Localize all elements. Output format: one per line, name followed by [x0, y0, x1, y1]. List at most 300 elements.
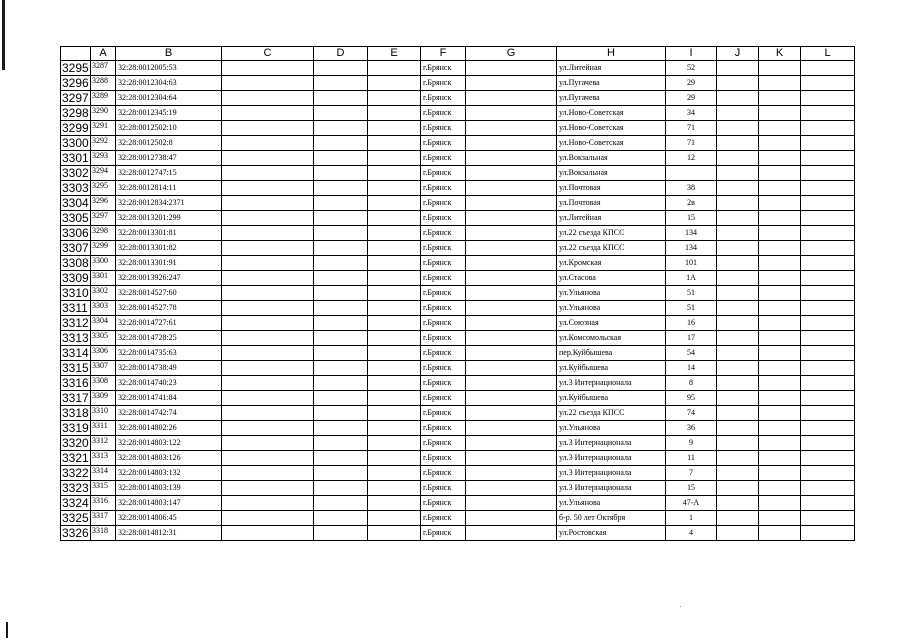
- cell-d: [314, 136, 368, 151]
- cell-g: [466, 526, 557, 541]
- cell-a: 3289: [91, 91, 116, 106]
- cell-g: [466, 361, 557, 376]
- street: ул.Стасова: [557, 271, 666, 286]
- cell-j: [717, 136, 759, 151]
- cell-d: [314, 511, 368, 526]
- cell-j: [717, 196, 759, 211]
- city: г.Брянск: [421, 391, 466, 406]
- cell-a: 3305: [91, 331, 116, 346]
- row-number: 3306: [62, 226, 89, 240]
- cell-j: [717, 256, 759, 271]
- scan-edge-mark: [2, 0, 5, 70]
- city: г.Брянск: [421, 346, 466, 361]
- city: г.Брянск: [421, 121, 466, 136]
- street: ул.Ульянова: [557, 301, 666, 316]
- cell-k: [759, 466, 801, 481]
- cell-c: [222, 211, 314, 226]
- column-header-g: G: [466, 47, 557, 61]
- cell-j: [717, 406, 759, 421]
- cell-k: [759, 511, 801, 526]
- cadastral-number: 32:28:0013301:81: [116, 226, 222, 241]
- city: г.Брянск: [421, 301, 466, 316]
- cell-j: [717, 181, 759, 196]
- cell-e: [368, 61, 421, 76]
- cell-g: [466, 496, 557, 511]
- house-number: 36: [666, 421, 717, 436]
- cell-g: [466, 166, 557, 181]
- cell-a: 3315: [91, 481, 116, 496]
- cell-k: [759, 436, 801, 451]
- table-row: [61, 331, 855, 346]
- scan-speck: [680, 606, 681, 607]
- cell-k: [759, 136, 801, 151]
- cell-a: 3313: [91, 451, 116, 466]
- city: г.Брянск: [421, 91, 466, 106]
- cell-d: [314, 241, 368, 256]
- cell-a: 3307: [91, 361, 116, 376]
- street: ул.Куйбышева: [557, 361, 666, 376]
- city: г.Брянск: [421, 136, 466, 151]
- cell-c: [222, 196, 314, 211]
- cell-k: [759, 451, 801, 466]
- cell-g: [466, 241, 557, 256]
- cell-c: [222, 151, 314, 166]
- cell-k: [759, 331, 801, 346]
- house-number: 15: [666, 211, 717, 226]
- house-number: 9: [666, 436, 717, 451]
- cell-g: [466, 91, 557, 106]
- column-header-a: A: [91, 47, 116, 61]
- cell-d: [314, 376, 368, 391]
- house-number: 1А: [666, 271, 717, 286]
- cell-k: [759, 391, 801, 406]
- row-number: 3313: [62, 331, 89, 345]
- cell-d: [314, 331, 368, 346]
- cell-l: [801, 76, 855, 91]
- cell-g: [466, 76, 557, 91]
- street: ул.Союзная: [557, 316, 666, 331]
- cell-c: [222, 496, 314, 511]
- cell-d: [314, 151, 368, 166]
- row-number: 3317: [62, 391, 89, 405]
- cell-e: [368, 376, 421, 391]
- column-header-e: E: [368, 47, 421, 61]
- cell-j: [717, 436, 759, 451]
- cell-a: 3287: [91, 61, 116, 76]
- cell-j: [717, 121, 759, 136]
- cell-c: [222, 361, 314, 376]
- scan-edge-mark-bottom: [6, 622, 8, 638]
- column-header-l: L: [801, 47, 855, 61]
- cell-g: [466, 136, 557, 151]
- cell-e: [368, 436, 421, 451]
- cell-e: [368, 91, 421, 106]
- cell-e: [368, 526, 421, 541]
- column-header-h: H: [557, 47, 666, 61]
- table-row: [61, 196, 855, 211]
- column-header-j: J: [717, 47, 759, 61]
- cell-e: [368, 421, 421, 436]
- street: ул.Ульянова: [557, 496, 666, 511]
- house-number: 17: [666, 331, 717, 346]
- column-header-d: D: [314, 47, 368, 61]
- city: г.Брянск: [421, 361, 466, 376]
- table-row: [61, 136, 855, 151]
- street: ул.Литейная: [557, 211, 666, 226]
- cell-c: [222, 466, 314, 481]
- cell-l: [801, 226, 855, 241]
- cell-d: [314, 196, 368, 211]
- cell-k: [759, 376, 801, 391]
- cell-a: 3317: [91, 511, 116, 526]
- row-number: 3295: [62, 61, 89, 75]
- row-number: 3323: [62, 481, 89, 495]
- cell-j: [717, 451, 759, 466]
- city: г.Брянск: [421, 331, 466, 346]
- row-number: 3308: [62, 256, 89, 270]
- table-row: [61, 481, 855, 496]
- cell-j: [717, 346, 759, 361]
- street: ул.Ново-Советская: [557, 136, 666, 151]
- cell-e: [368, 211, 421, 226]
- cell-c: [222, 451, 314, 466]
- cell-g: [466, 106, 557, 121]
- house-number: 52: [666, 61, 717, 76]
- street: ул.Ульянова: [557, 421, 666, 436]
- cell-j: [717, 76, 759, 91]
- cell-e: [368, 106, 421, 121]
- cell-j: [717, 301, 759, 316]
- cell-k: [759, 226, 801, 241]
- house-number: 14: [666, 361, 717, 376]
- cell-j: [717, 331, 759, 346]
- cell-c: [222, 406, 314, 421]
- table-row: [61, 256, 855, 271]
- cadastral-number: 32:28:0012502:10: [116, 121, 222, 136]
- cadastral-number: 32:28:0013301:91: [116, 256, 222, 271]
- cell-a: 3296: [91, 196, 116, 211]
- cell-a: 3299: [91, 241, 116, 256]
- house-number: 51: [666, 301, 717, 316]
- street: ул.Комсомольская: [557, 331, 666, 346]
- house-number: 15: [666, 481, 717, 496]
- cell-g: [466, 346, 557, 361]
- house-number: 74: [666, 406, 717, 421]
- row-number: 3321: [62, 451, 89, 465]
- cadastral-number: 32:28:0014735:63: [116, 346, 222, 361]
- column-header-i: I: [666, 47, 717, 61]
- cell-a: 3300: [91, 256, 116, 271]
- cell-l: [801, 481, 855, 496]
- house-number: 16: [666, 316, 717, 331]
- cell-d: [314, 106, 368, 121]
- cell-g: [466, 436, 557, 451]
- cell-g: [466, 451, 557, 466]
- column-header-b: B: [116, 47, 222, 61]
- cell-k: [759, 181, 801, 196]
- cell-k: [759, 481, 801, 496]
- cell-e: [368, 466, 421, 481]
- row-number: 3318: [62, 406, 89, 420]
- cell-a: 3309: [91, 391, 116, 406]
- city: г.Брянск: [421, 151, 466, 166]
- cell-l: [801, 301, 855, 316]
- cell-l: [801, 91, 855, 106]
- table-row: [61, 421, 855, 436]
- cell-c: [222, 316, 314, 331]
- cell-d: [314, 391, 368, 406]
- cell-d: [314, 301, 368, 316]
- column-header-c: C: [222, 47, 314, 61]
- cell-l: [801, 256, 855, 271]
- cell-k: [759, 346, 801, 361]
- cell-j: [717, 316, 759, 331]
- city: г.Брянск: [421, 421, 466, 436]
- column-header-k: K: [759, 47, 801, 61]
- cell-e: [368, 181, 421, 196]
- street: ул.Литейная: [557, 61, 666, 76]
- cell-e: [368, 481, 421, 496]
- row-number: 3296: [62, 76, 89, 90]
- cell-g: [466, 151, 557, 166]
- cell-c: [222, 301, 314, 316]
- table-row: [61, 451, 855, 466]
- table-row: [61, 361, 855, 376]
- cell-d: [314, 181, 368, 196]
- cell-a: 3314: [91, 466, 116, 481]
- house-number: 7: [666, 466, 717, 481]
- cell-k: [759, 526, 801, 541]
- cell-e: [368, 241, 421, 256]
- city: г.Брянск: [421, 211, 466, 226]
- cell-j: [717, 361, 759, 376]
- house-number: 71: [666, 136, 717, 151]
- cell-a: 3288: [91, 76, 116, 91]
- table-row: [61, 106, 855, 121]
- cell-j: [717, 106, 759, 121]
- cell-d: [314, 451, 368, 466]
- cell-l: [801, 181, 855, 196]
- cell-l: [801, 316, 855, 331]
- city: г.Брянск: [421, 376, 466, 391]
- row-number: 3324: [62, 496, 89, 510]
- cell-a: 3292: [91, 136, 116, 151]
- cell-g: [466, 121, 557, 136]
- table-row: [61, 466, 855, 481]
- row-number: 3320: [62, 436, 89, 450]
- cell-l: [801, 361, 855, 376]
- house-number: 1: [666, 511, 717, 526]
- spreadsheet-table: [60, 46, 855, 541]
- table-body: [61, 61, 855, 541]
- cell-j: [717, 211, 759, 226]
- cadastral-number: 32:28:0014738:49: [116, 361, 222, 376]
- cell-e: [368, 271, 421, 286]
- cell-d: [314, 211, 368, 226]
- cell-c: [222, 421, 314, 436]
- cell-j: [717, 511, 759, 526]
- street: ул.3 Интернационала: [557, 376, 666, 391]
- house-number: 8: [666, 376, 717, 391]
- cell-a: 3318: [91, 526, 116, 541]
- row-number: 3326: [62, 526, 89, 540]
- cadastral-number: 32:28:0014728:25: [116, 331, 222, 346]
- cell-g: [466, 421, 557, 436]
- row-number: 3311: [61, 301, 91, 316]
- cell-k: [759, 91, 801, 106]
- cell-g: [466, 466, 557, 481]
- row-number: 3301: [62, 151, 89, 165]
- cell-k: [759, 316, 801, 331]
- cell-l: [801, 271, 855, 286]
- cell-c: [222, 376, 314, 391]
- city: г.Брянск: [421, 481, 466, 496]
- cadastral-number: 32:28:0014727:61: [116, 316, 222, 331]
- cadastral-number: 32:28:0014527:78: [116, 301, 222, 316]
- cell-d: [314, 61, 368, 76]
- cell-j: [717, 496, 759, 511]
- cell-c: [222, 436, 314, 451]
- column-header-row: [61, 47, 855, 61]
- cell-k: [759, 256, 801, 271]
- row-number: 3303: [62, 181, 89, 195]
- cell-g: [466, 256, 557, 271]
- cell-l: [801, 61, 855, 76]
- cell-d: [314, 121, 368, 136]
- street: ул.3 Интернационала: [557, 436, 666, 451]
- cell-j: [717, 91, 759, 106]
- table-row: [61, 511, 855, 526]
- cell-e: [368, 196, 421, 211]
- cell-g: [466, 181, 557, 196]
- cell-k: [759, 151, 801, 166]
- cadastral-number: 32:28:0014803:147: [116, 496, 222, 511]
- street: ул.22 съезда КПСС: [557, 406, 666, 421]
- street: ул.Кромская: [557, 256, 666, 271]
- cell-g: [466, 61, 557, 76]
- cell-d: [314, 256, 368, 271]
- cadastral-number: 32:28:0014806:45: [116, 511, 222, 526]
- cell-j: [717, 391, 759, 406]
- cell-k: [759, 361, 801, 376]
- street: ул.Ростовская: [557, 526, 666, 541]
- street: ул.3 Интернационала: [557, 451, 666, 466]
- cell-d: [314, 421, 368, 436]
- row-number: 3309: [62, 271, 89, 285]
- cell-c: [222, 481, 314, 496]
- cadastral-number: 32:28:0014527:60: [116, 286, 222, 301]
- cell-g: [466, 301, 557, 316]
- cell-d: [314, 526, 368, 541]
- cell-a: 3308: [91, 376, 116, 391]
- table-row: [61, 211, 855, 226]
- cell-e: [368, 301, 421, 316]
- cell-d: [314, 436, 368, 451]
- street: ул.Ново-Советская: [557, 106, 666, 121]
- cell-g: [466, 481, 557, 496]
- cell-c: [222, 61, 314, 76]
- cadastral-number: 32:28:0014740:23: [116, 376, 222, 391]
- city: г.Брянск: [421, 406, 466, 421]
- cell-e: [368, 166, 421, 181]
- cell-j: [717, 271, 759, 286]
- house-number: 38: [666, 181, 717, 196]
- cell-c: [222, 166, 314, 181]
- cell-k: [759, 421, 801, 436]
- table-row: [61, 181, 855, 196]
- city: г.Брянск: [421, 451, 466, 466]
- row-number: 3310: [62, 286, 89, 300]
- cell-g: [466, 391, 557, 406]
- cell-l: [801, 121, 855, 136]
- cell-e: [368, 451, 421, 466]
- cell-c: [222, 76, 314, 91]
- row-number: 3300: [62, 136, 89, 150]
- cell-j: [717, 481, 759, 496]
- cell-l: [801, 421, 855, 436]
- cell-a: 3304: [91, 316, 116, 331]
- row-number: 3302: [62, 166, 89, 180]
- house-number: 101: [666, 256, 717, 271]
- cell-a: 3302: [91, 286, 116, 301]
- cell-d: [314, 466, 368, 481]
- row-number: 3315: [62, 361, 89, 375]
- house-number: 47-А: [666, 496, 717, 511]
- house-number: 71: [666, 121, 717, 136]
- cell-d: [314, 496, 368, 511]
- cadastral-number: 32:28:0014803:126: [116, 451, 222, 466]
- cell-j: [717, 226, 759, 241]
- cell-l: [801, 526, 855, 541]
- table-row: [61, 301, 855, 316]
- city: г.Брянск: [421, 496, 466, 511]
- cell-d: [314, 346, 368, 361]
- cell-l: [801, 436, 855, 451]
- cell-l: [801, 391, 855, 406]
- city: г.Брянск: [421, 226, 466, 241]
- cell-c: [222, 226, 314, 241]
- cell-l: [801, 106, 855, 121]
- street: ул.Пугачева: [557, 76, 666, 91]
- house-number: 29: [666, 91, 717, 106]
- table-row: [61, 226, 855, 241]
- cell-l: [801, 136, 855, 151]
- row-number: 3304: [62, 196, 89, 210]
- house-number: 12: [666, 151, 717, 166]
- house-number: 11: [666, 451, 717, 466]
- house-number: 54: [666, 346, 717, 361]
- house-number: 95: [666, 391, 717, 406]
- house-number: 29: [666, 76, 717, 91]
- row-number: 3325: [62, 511, 89, 525]
- cell-a: 3297: [91, 211, 116, 226]
- city: г.Брянск: [421, 181, 466, 196]
- cell-d: [314, 76, 368, 91]
- cell-l: [801, 286, 855, 301]
- cell-a: 3311: [91, 421, 116, 436]
- cadastral-number: 32:28:0012005:53: [116, 61, 222, 76]
- table-row: [61, 496, 855, 511]
- cell-a: 3312: [91, 436, 116, 451]
- cell-j: [717, 421, 759, 436]
- cell-j: [717, 166, 759, 181]
- row-number: 3312: [62, 316, 89, 330]
- corner-header: [61, 47, 91, 61]
- cell-l: [801, 496, 855, 511]
- cell-e: [368, 511, 421, 526]
- cadastral-number: 32:28:0014812:31: [116, 526, 222, 541]
- table-row: [61, 391, 855, 406]
